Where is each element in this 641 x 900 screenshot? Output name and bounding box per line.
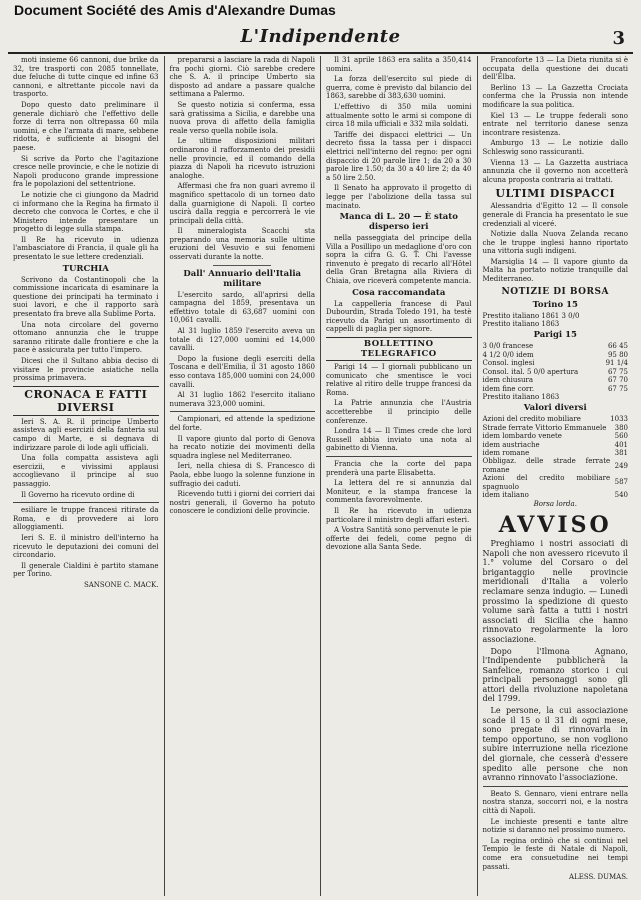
- borsa-label: idem austriache: [482, 440, 540, 449]
- borsa-parigi-table: [483, 342, 629, 401]
- article-paragraph: Dopo questo dato preliminare il generale dichiarò che l'effettivo delle forze di terra non oltrepassa 60 mila uomini, e che l'armata di mare, sebbene ridotta, è sufficiente ai bisogni del paese.: [13, 100, 159, 152]
- article-paragraph: Si scrive da Porto che l'agitazione cresce nelle provincie, e che le notizie di Napoli producono grande impressione fra le popolazioni del settentrione.: [13, 154, 159, 189]
- section-heading-avviso: AVVISO: [498, 511, 612, 538]
- article-paragraph: A Vostra Santità sono pervenute le pie offerte dei fedeli, come pegno di devozione alla Santa Sede.: [326, 526, 472, 552]
- article-paragraph: La cappelleria francese di Paul Dubourdin, Strada Toledo 191, ha testè ricevuto da Parigi un assortimento di cappelli di paglia per signore.: [326, 299, 472, 334]
- article-paragraph: Notizie dalla Nuova Zelanda recano che le truppe inglesi hanno riportato una vittoria sugli indigeni.: [482, 230, 628, 256]
- borsa-label: Azioni del credito mobiliare: [482, 415, 581, 424]
- table-row: [483, 376, 629, 384]
- divider: [213, 265, 271, 266]
- column-3: [320, 56, 477, 896]
- borsa-value: 1033: [610, 415, 628, 424]
- table-row: [483, 393, 629, 401]
- newspaper-title: L'Indipendente: [240, 26, 401, 47]
- table-row: [483, 474, 629, 491]
- table-row: [483, 424, 629, 432]
- article-paragraph: Ieri S. E. il ministro dell'interno ha ricevuto le deputazioni dei comuni del circondario.: [13, 533, 159, 560]
- borsa-label: Prestito italiano 1863: [482, 320, 560, 329]
- column-1: [8, 56, 164, 896]
- borsa-value: 67 75: [607, 384, 628, 393]
- article-paragraph: L'effettivo di 350 mila uomini attualmente sotto le armi si compone di circa 18 mila ufficiali e 332 mila soldati.: [326, 102, 472, 129]
- borsa-value: 249: [614, 461, 628, 470]
- borsa-label: Azioni del credito mobiliare spagnuolo: [482, 474, 611, 491]
- telegram-paragraph: Amburgo 13 — Le notizie dallo Schleswig sono rassicuranti.: [482, 139, 628, 156]
- borsa-label: Consol. inglesi: [482, 359, 535, 368]
- section-heading-turkey: TURCHIA: [62, 263, 109, 274]
- borsa-value: 587: [614, 478, 628, 487]
- table-row: [483, 457, 629, 474]
- borsa-value: 91 1/4: [605, 359, 628, 368]
- article-paragraph: La regina ordinò che si continui nel Tempio le feste di Natale di Napoli, come era consuetudine nei tempi passati.: [482, 836, 628, 871]
- article-paragraph: La Patrie annunzia che l'Austria accetterebbe il principio delle conferenze.: [326, 399, 472, 425]
- borsa-label: idem lombardo venete: [482, 432, 562, 441]
- article-paragraph: Il mineralogista Scacchi sta preparando una memoria sulle ultime eruzioni del Vesuvio e sui fenomeni osservati durante la notte.: [169, 227, 315, 262]
- article-paragraph: La forza dell'esercito sul piede di guerra, come è previsto dal bilancio del 1863, sarebbe di 383,630 uomini.: [326, 75, 472, 101]
- notice-paragraph: Preghiamo i nostri associati di Napoli che non avessero ricevuto il 1.° volume del Corsaro o del brigantaggio nelle provincie meridionali d'Italia a volerlo reclamare senza indugio. — Lunedì prossimo la spedizione di questo volume sarà fatta a tutti i nostri associati di Sicilia che hanno rinnovato regolarmente la loro associazione.: [482, 538, 628, 644]
- section-heading-annuario: Dall' Annuario dell'Italia militare: [183, 268, 302, 289]
- article-paragraph: nella passeggiata del principe della Villa a Posillipo un medaglione d'oro con sopra la cifra G. G. T. Chi l'avesse rinvenuto è pregato di recarlo all'Hôtel della Gran Bretagna alla Riviera di Chiaia, ove riceverà competente mancia.: [326, 234, 472, 286]
- article-paragraph: Campionari, ed attende la spedizione del forte.: [169, 415, 315, 432]
- article-paragraph: esiliare le truppe francesi ritirate da Roma, e di provvedere ai loro alloggiamenti.: [13, 506, 159, 532]
- borsa-label: Consol. ital. 5 0/0 apertura: [482, 367, 579, 376]
- telegram-paragraph: Francoforte 13 — La Dieta riunita si è occupata della questione dei ducati dell'Elba.: [482, 56, 628, 82]
- table-row: [483, 415, 629, 423]
- borsa-label: Obbligaz. delle strade ferrate romane: [482, 457, 611, 474]
- table-row: [483, 312, 629, 320]
- page-number: 3: [612, 28, 625, 49]
- article-paragraph: Una folla compatta assisteva agli esercizii, e vivissimi applausi accoglievano il principe al suo passaggio.: [13, 454, 159, 488]
- borsa-label: 4 1/2 0/0 idem: [482, 350, 534, 359]
- newspaper-columns: [8, 56, 633, 896]
- table-row: [483, 449, 629, 457]
- borsa-label: idem italiano: [482, 490, 529, 499]
- borsa-label: Prestito italiano 1861 3 0/0: [482, 311, 580, 320]
- article-paragraph: La lettera del re si annunzia dal Moniteur, e la stampa francese la commenta favorevolmente.: [326, 479, 472, 505]
- notice-paragraph: Le persone, la cui associazione scade il 15 o il 31 di ogni mese, sono pregate di rinnovarla in tempo opportuno, se non vogliono subire interruzione nella ricezione del giornale, che cesserà d'essere spedito alle persone che non avranno rinnovato l'associazione.: [482, 706, 628, 783]
- table-row: [483, 441, 629, 449]
- article-paragraph: Le notizie che ci giungono da Madrid ci informano che la Regina ha firmato il decreto che convoca le Cortes, e che il Ministero intende presentare un progetto di legge sulla stampa.: [13, 190, 159, 234]
- article-paragraph: Ieri, nella chiesa di S. Francesco di Paola, ebbe luogo la solenne funzione in suffragio dei caduti.: [169, 462, 315, 488]
- masthead: [0, 22, 641, 52]
- article-paragraph: Alessandria d'Egitto 12 — Il console generale di Francia ha presentato le sue credenziali al viceré.: [482, 202, 628, 228]
- borsa-value: 560: [614, 432, 628, 441]
- lower-section: [483, 786, 629, 882]
- borsa-label: idem fine corr.: [482, 384, 535, 393]
- article-paragraph: Ieri S. A. R. il principe Umberto assisteva agli esercizii della fanteria sul campo di Marte, e si degnava di indirizzare parole di lode agli ufficiali.: [13, 417, 159, 452]
- telegram-paragraph: Vienna 13 — La Gazzetta austriaca annunzia che il governo non accetterà alcuna proposta contraria ai trattati.: [482, 158, 628, 184]
- section-heading-cronaca: CRONACA E FATTI DIVERSI: [13, 386, 159, 416]
- table-row: [483, 368, 629, 376]
- article-paragraph: Dicesi che il Sultano abbia deciso di visitare le provincie asiatiche nella prossima primavera.: [13, 357, 159, 383]
- table-row: [483, 351, 629, 359]
- article-paragraph: Ricevendo tutti i giorni dei corrieri dai nostri generali, il Governo ha potuto conoscere le condizioni delle provincie.: [169, 490, 315, 516]
- article-paragraph: Il generale Cialdini è partito stamane per Torino.: [13, 561, 159, 579]
- article-paragraph: Affermasi che fra non guari avremo il magnifico spettacolo di un torneo dato dalla guarnigione di Napoli. Il corteo uscirà dalla reggia e percorrerà le vie principali della città.: [169, 182, 315, 225]
- table-row: [483, 359, 629, 367]
- borsa-label: idem chiusura: [482, 376, 534, 385]
- article-paragraph: Londra 14 — Il Times crede che lord Russell abbia inviato una nota al gabinetto di Vienna.: [326, 427, 472, 453]
- table-row: [483, 342, 629, 350]
- table-row: [483, 491, 629, 499]
- article-paragraph: Dopo la fusione degli eserciti della Toscana e dell'Emilia, il 31 agosto 1860 esso contava 185,000 uomini con 24,000 cavalli.: [169, 354, 315, 389]
- section-heading-ultimi-dispacci: ULTIMI DISPACCI: [495, 187, 616, 201]
- article-paragraph: Le ultime disposizioni militari ordinarono il rafforzamento dei presidii nelle provincie, ed il comando della piazza di Napoli ha ricevuto istruzioni analoghe.: [169, 137, 315, 180]
- borsa-label: Prestito italiano 1863: [482, 392, 560, 401]
- telegram-paragraph: Kiel 13 — Le truppe federali sono entrate nel territorio danese senza incontrare resistenza.: [482, 111, 628, 137]
- article-paragraph: Il vapore giunto dal porto di Genova ha recato notizie dei movimenti della squadra inglese nel Mediterraneo.: [169, 434, 315, 460]
- article-signature: SANSONE C. MACK.: [83, 580, 159, 589]
- article-paragraph: Se questo notizia si conferma, essa sarà gratissima a Sicilia, e darebbe una nuova prova di affetto della famiglia reale verso quella nobile isola.: [169, 100, 315, 135]
- article-paragraph: Tariffe dei dispacci elettrici — Un decreto fissa la tassa per i dispacci elettrici nell'interno del regno: per ogni dispaccio di 20 parole lire 1; da 20 a 30 parole lire 1.50; da 30 a 40 lire 2; da 40 a 50 lire 2.50.: [326, 130, 472, 182]
- borsa-value: [600, 393, 628, 401]
- article-paragraph: prepararsi a lasciare la rada di Napoli fra pochi giorni. Ciò sarebbe credere che S. A. il principe Umberto sia disposto ad andare a passare qualche settimana a Palermo.: [169, 56, 315, 99]
- article-paragraph: Una nota circolare del governo ottomano annunzia che le truppe saranno ritirate dalle frontiere e che la pace è assicurata per tutto l'impero.: [13, 320, 159, 355]
- article-paragraph: Marsiglia 14 — Il vapore giunto da Malta ha portato notizie tranquille dal Mediterraneo.: [482, 257, 628, 284]
- borsa-value: 380: [614, 423, 628, 432]
- borsa-label: Strade ferrate Vittorio Emmanuele: [482, 423, 607, 432]
- lower-section: [326, 456, 472, 552]
- borsa-valori-heading: Valori diversi: [523, 403, 587, 414]
- article-paragraph: L'esercito sardo, all'aprirsi della campagna del 1859, presentava un effettivo totale di 63,687 uomini con 10,061 cavalli.: [169, 290, 315, 325]
- section-heading-cosa: Cosa raccomandata: [352, 287, 446, 298]
- article-paragraph: Il Governo ha ricevuto ordine di: [21, 490, 135, 499]
- borsa-value: 401: [614, 440, 628, 449]
- borsa-value: 95 80: [607, 350, 628, 359]
- article-paragraph: Beato S. Gennaro, vieni entrare nella nostra stanza, soccorri noi, e la nostra città di Napoli.: [482, 789, 628, 815]
- article-paragraph: Il 31 aprile 1863 era salita a 350,414 uomini.: [326, 56, 472, 73]
- lower-section: [170, 411, 316, 516]
- column-2: [164, 56, 321, 896]
- borsa-label: idem romane: [482, 448, 530, 457]
- borsa-value: 67 70: [607, 376, 628, 385]
- article-paragraph: moti insieme 66 cannoni, due brike da 32, tre trasporti con 2085 tonnellate, due feluche di tutte cinque ed infine 63 cannoni, e altrettante piccole navi da trasporto.: [13, 56, 159, 99]
- borsa-value: 66 45: [607, 342, 628, 351]
- borsa-value: 381: [614, 448, 628, 457]
- column-4: [477, 56, 634, 896]
- borsa-note: Borsa lorda.: [533, 500, 577, 509]
- article-paragraph: Scrivono da Costantinopoli che la commissione incaricata di esaminare la questione dei principati ha terminato i suoi lavori, e che il rapporto sarà presentato fra breve alla Sublime Porta.: [13, 275, 159, 319]
- borsa-torino-heading: Torino 15: [532, 299, 578, 310]
- lower-section: [13, 502, 159, 589]
- article-paragraph: Il Re ha ricevuto in udienza particolare il ministro degli affari esteri.: [326, 506, 472, 524]
- table-row: [483, 432, 629, 440]
- article-paragraph: Le inchieste presenti e tante altre notizie si daranno nel prossimo numero.: [482, 817, 628, 835]
- borsa-valori-table: [483, 415, 629, 499]
- borsa-value: 67 75: [607, 367, 628, 376]
- notice-paragraph: Dopo l'Ilmona Agnano, l'Indipendente pubblicherà la Sanfelice, romanzo storico i cui principali personaggi sono gli attori della rivoluzione napoletana del 1799.: [482, 646, 628, 704]
- borsa-torino-table: [483, 312, 629, 329]
- table-row: [483, 320, 629, 328]
- article-paragraph: Il Re ha ricevuto in udienza l'ambasciatore di Francia, il quale gli ha presentato le sue lettere credenziali.: [13, 235, 159, 262]
- borsa-label: 3 0/0 francese: [482, 342, 534, 351]
- section-heading-manca: Manca di L. 20 — È stato disperso ieri: [339, 212, 458, 233]
- article-paragraph: Il Senato ha approvato il progetto di legge per l'abolizione della tassa sul macinato.: [326, 184, 472, 210]
- article-paragraph: Parigi 14 — I giornali pubblicano un comunicato che smentisce le voci relative al ritiro delle truppe francesi da Roma.: [326, 363, 472, 397]
- article-paragraph: Al 31 luglio 1862 l'esercito italiano numerava 323,000 uomini.: [169, 391, 315, 408]
- article-signature: ALESS. DUMAS.: [569, 873, 628, 882]
- section-heading-bollettino: BOLLETTINO TELEGRAFICO: [326, 337, 472, 361]
- borsa-value: 540: [614, 490, 628, 499]
- article-paragraph: Francia che la corte del papa prenderà una parte Elisabetta.: [326, 459, 472, 477]
- section-heading-borsa: NOTIZIE DI BORSA: [501, 286, 609, 297]
- watermark-text: Document Société des Amis d'Alexandre Dumas: [14, 2, 336, 18]
- masthead-rule: [8, 52, 633, 54]
- table-row: [483, 385, 629, 393]
- article-paragraph: Al 31 luglio 1859 l'esercito aveva un totale di 127,000 uomini ed 14,000 cavalli.: [169, 327, 315, 353]
- telegram-paragraph: Berlino 13 — La Gazzetta Crociata conferma che la Prussia non intende modificare la sua politica.: [482, 83, 628, 109]
- borsa-parigi-heading: Parigi 15: [533, 330, 577, 341]
